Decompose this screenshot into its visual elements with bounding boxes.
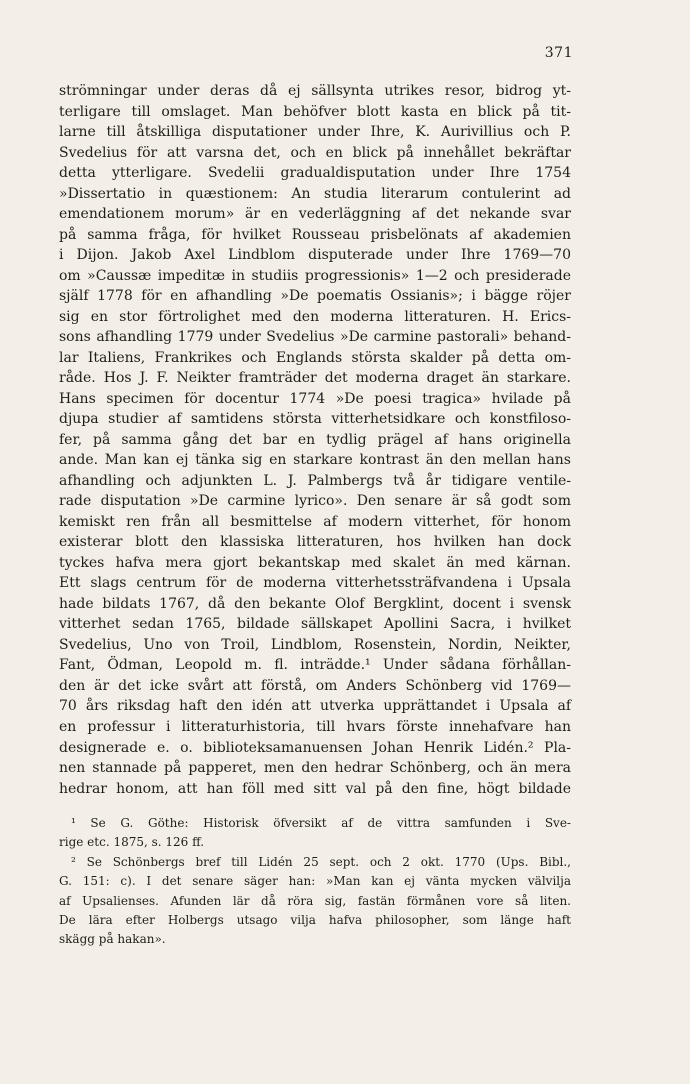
text-line: om »Caussæ impeditæ in studiis progressionis» 1—2 och presiderade [59, 267, 571, 284]
text-line: hade bildats 1767, då den bekante Olof Bergklint, docent i svensk [59, 595, 571, 612]
text-line: på samma fråga, för hvilket Rousseau prisbelönats af akademien [59, 226, 571, 243]
page-number: 371 [544, 45, 573, 61]
footnote-line: ² Se Schönbergs bref till Lidén 25 sept. och 2 okt. 1770 (Ups. Bibl., [71, 854, 571, 869]
text-line: sig en stor förtrolighet med den moderna litteraturen. H. Erics- [59, 308, 571, 325]
footnote-line: G. 151: c). I det senare säger han: »Man kan ej vänta mycken välvilja [59, 874, 571, 889]
text-line: den är det icke svårt att förstå, om Anders Schönberg vid 1769— [59, 677, 571, 694]
text-line: Fant, Ödman, Leopold m. fl. inträdde.¹ Under sådana förhållan- [59, 657, 571, 674]
text-line: fer, på samma gång det bar en tydlig prägel af hans originella [59, 431, 571, 448]
text-line: strömningar under deras då ej sällsynta utrikes resor, bidrog yt- [59, 83, 571, 99]
text-line: terligare till omslaget. Man behöfver blott kasta en blick på tit- [59, 103, 571, 120]
text-line: »Dissertatio in quæstionem: An studia literarum contulerint ad [59, 185, 571, 202]
text-line: lar Italiens, Frankrikes och Englands största skalder på detta om- [59, 349, 571, 366]
text-line: emendationem morum» är en vederläggning af det nekande svar [59, 206, 571, 223]
text-line: Svedelius för att varsna det, och en blick på innehållet bekräftar [59, 144, 571, 161]
text-line: kemiskt ren från all besmittelse af modern vitterhet, för honom [59, 513, 571, 530]
text-line: tyckes hafva mera gjort bekantskap med skalet än med kärnan. [59, 554, 571, 571]
text-line: själf 1778 för en afhandling »De poematis Ossianis»; i bägge röjer [59, 288, 571, 305]
text-line: afhandling och adjunkten L. J. Palmbergs två år tidigare ventile- [59, 472, 571, 489]
body-text [59, 81, 571, 799]
text-line: detta ytterligare. Svedelii gradualdisputation under Ihre 1754 [59, 165, 571, 182]
text-line: ande. Man kan ej tänka sig en starkare kontrast än den mellan hans [59, 452, 571, 469]
text-line: Ett slags centrum för de moderna vitterhetssträfvandena i Upsala [59, 575, 571, 592]
footnote-line: De lära efter Holbergs utsago vilja hafva philosopher, som länge haft [59, 913, 571, 928]
text-line: Svedelius, Uno von Troil, Lindblom, Rosenstein, Nordin, Neikter, [59, 636, 571, 653]
text-line: existerar blott den klassiska litteraturen, hos hvilken han dock [59, 534, 571, 551]
footnote-line: ¹ Se G. Göthe: Historisk öfversikt af de vittra samfunden i Sve- [71, 816, 571, 830]
text-line: i Dijon. Jakob Axel Lindblom disputerade under Ihre 1769—70 [59, 247, 571, 264]
footnote-line: skägg på hakan». [59, 932, 166, 947]
text-line: 70 års riksdag haft den idén att utverka upprättandet i Upsala af [59, 698, 571, 715]
text-line: djupa studier af samtidens största vitterhetsidkare och konstfiloso- [59, 411, 571, 428]
text-line: vitterhet sedan 1765, bildade sällskapet Apollini Sacra, i hvilket [59, 616, 571, 633]
footnotes [59, 814, 571, 950]
text-line: hedrar honom, att han föll med sitt val på den fine, högt bildade [59, 780, 571, 797]
text-line: sons afhandling 1779 under Svedelius »De carmine pastorali» behand- [59, 329, 571, 346]
text-line: Hans specimen för docentur 1774 »De poesi tragica» hvilade på [59, 390, 571, 407]
text-line: larne till åtskilliga disputationer under Ihre, K. Aurivillius och P. [59, 124, 571, 141]
text-line: rade disputation »De carmine lyrico». Den senare är så godt som [59, 493, 571, 510]
text-line: designerade e. o. biblioteksamanuensen Johan Henrik Lidén.² Pla- [59, 739, 571, 756]
footnote-line: rige etc. 1875, s. 126 ff. [59, 835, 205, 850]
text-line: nen stannade på papperet, men den hedrar Schönberg, och än mera [59, 760, 571, 777]
footnote-line: af Upsalienses. Afunden lär då röra sig, fastän förmånen vore så liten. [59, 893, 571, 908]
text-line: råde. Hos J. F. Neikter framträder det moderna draget än starkare. [59, 370, 571, 387]
text-line: en professur i litteraturhistoria, till hvars förste innehafvare han [59, 718, 571, 735]
